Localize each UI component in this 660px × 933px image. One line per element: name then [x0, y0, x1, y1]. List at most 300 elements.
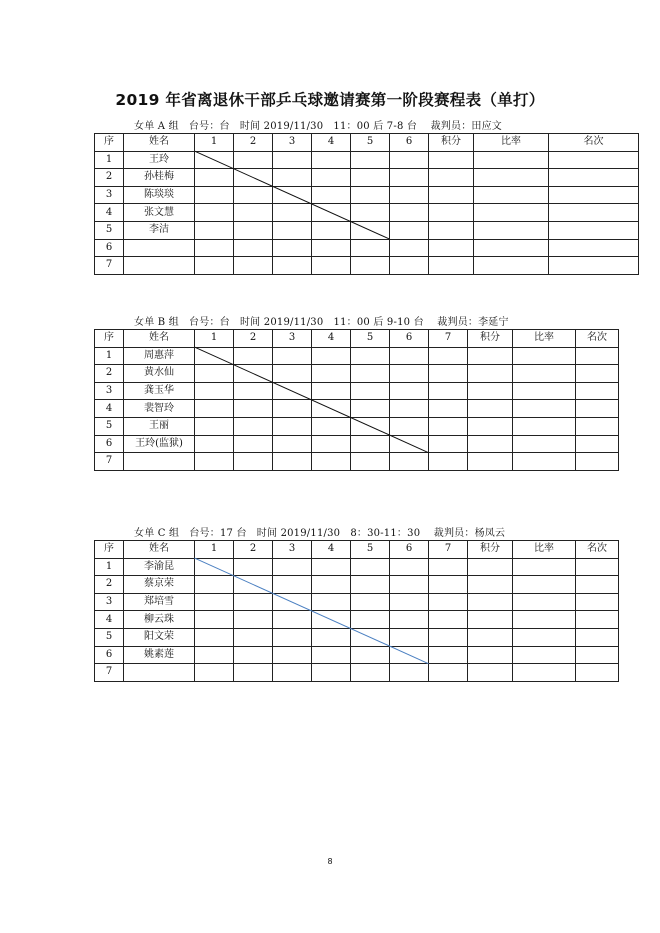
result-cell: [429, 611, 468, 629]
result-cell: [351, 365, 390, 383]
result-cell: [576, 576, 619, 594]
result-cell: [195, 221, 234, 239]
player-name: 孙桂梅: [124, 169, 195, 187]
result-cell: [312, 347, 351, 365]
header-row: [95, 541, 619, 559]
result-cell: [273, 347, 312, 365]
result-cell: [234, 347, 273, 365]
result-cell: [576, 611, 619, 629]
row-number: 4: [95, 400, 124, 418]
table-row: [95, 221, 639, 239]
result-cell: [195, 169, 234, 187]
result-cell: [429, 628, 468, 646]
header-cell: 4: [312, 541, 351, 559]
table-row: [95, 593, 619, 611]
player-name: 李洁: [124, 221, 195, 239]
result-cell: [273, 417, 312, 435]
result-cell: [351, 347, 390, 365]
player-name: 黄水仙: [124, 365, 195, 383]
result-cell: [429, 186, 474, 204]
table-row: [95, 417, 619, 435]
result-cell: [429, 558, 468, 576]
table-row: [95, 611, 619, 629]
group-a-table-wrap: [94, 133, 619, 275]
result-cell: [273, 435, 312, 453]
result-cell: [351, 400, 390, 418]
table-row: [95, 257, 639, 275]
result-cell: [351, 186, 390, 204]
result-cell: [234, 453, 273, 471]
result-cell: [429, 221, 474, 239]
result-cell: [195, 186, 234, 204]
row-number: 3: [95, 186, 124, 204]
table-row: [95, 400, 619, 418]
player-name: [124, 257, 195, 275]
result-cell: [195, 417, 234, 435]
header-cell: 序: [95, 330, 124, 348]
header-cell: 比率: [513, 330, 576, 348]
result-cell: [273, 558, 312, 576]
result-cell: [351, 382, 390, 400]
result-cell: [576, 593, 619, 611]
result-cell: [468, 382, 513, 400]
result-cell: [468, 593, 513, 611]
result-cell: [195, 628, 234, 646]
result-cell: [234, 435, 273, 453]
result-cell: [273, 186, 312, 204]
player-name: [124, 664, 195, 682]
header-cell: 姓名: [124, 541, 195, 559]
result-cell: [390, 204, 429, 222]
result-cell: [474, 204, 549, 222]
result-cell: [468, 628, 513, 646]
result-cell: [312, 382, 351, 400]
result-cell: [195, 646, 234, 664]
row-number: 3: [95, 593, 124, 611]
result-cell: [273, 664, 312, 682]
result-cell: [195, 558, 234, 576]
result-cell: [273, 169, 312, 187]
result-cell: [429, 435, 468, 453]
result-cell: [513, 347, 576, 365]
player-name: 阳文荣: [124, 628, 195, 646]
result-cell: [273, 204, 312, 222]
result-cell: [195, 239, 234, 257]
result-cell: [513, 558, 576, 576]
header-cell: 3: [273, 134, 312, 152]
result-cell: [474, 151, 549, 169]
row-number: 2: [95, 365, 124, 383]
result-cell: [390, 558, 429, 576]
row-number: 7: [95, 664, 124, 682]
row-number: 5: [95, 221, 124, 239]
result-cell: [468, 347, 513, 365]
result-cell: [312, 400, 351, 418]
result-cell: [195, 151, 234, 169]
player-name: 周惠萍: [124, 347, 195, 365]
result-cell: [468, 400, 513, 418]
result-cell: [576, 558, 619, 576]
group-c-caption: 女单 C 组 台号：17 台 时间 2019/11/30 8：30-11：30 裁判员：杨凤云: [134, 528, 506, 539]
header-cell: 积分: [429, 134, 474, 152]
result-cell: [474, 239, 549, 257]
result-cell: [195, 400, 234, 418]
group-c-schedule-table: [94, 540, 619, 682]
result-cell: [351, 169, 390, 187]
result-cell: [390, 435, 429, 453]
result-cell: [513, 382, 576, 400]
result-cell: [390, 186, 429, 204]
result-cell: [468, 576, 513, 594]
row-number: 1: [95, 558, 124, 576]
header-cell: 6: [390, 330, 429, 348]
result-cell: [351, 558, 390, 576]
table-row: [95, 186, 639, 204]
result-cell: [390, 239, 429, 257]
result-cell: [513, 576, 576, 594]
header-cell: 1: [195, 330, 234, 348]
player-name: 柳云珠: [124, 611, 195, 629]
result-cell: [429, 151, 474, 169]
header-cell: 7: [429, 330, 468, 348]
result-cell: [429, 576, 468, 594]
result-cell: [474, 169, 549, 187]
result-cell: [429, 347, 468, 365]
header-cell: 序: [95, 541, 124, 559]
row-number: 6: [95, 239, 124, 257]
result-cell: [234, 382, 273, 400]
group-b-caption: 女单 B 组 台号：台 时间 2019/11/30 11：00 后 9-10 台 裁判员：李延宁: [134, 317, 509, 328]
result-cell: [468, 365, 513, 383]
result-cell: [312, 365, 351, 383]
result-cell: [429, 453, 468, 471]
result-cell: [474, 257, 549, 275]
player-name: 裴智玲: [124, 400, 195, 418]
result-cell: [390, 400, 429, 418]
result-cell: [576, 382, 619, 400]
row-number: 7: [95, 257, 124, 275]
row-number: 5: [95, 417, 124, 435]
group-a-caption: 女单 A 组 台号：台 时间 2019/11/30 11：00 后 7-8 台 裁判员：田应文: [134, 121, 503, 132]
result-cell: [351, 239, 390, 257]
header-row: [95, 134, 639, 152]
result-cell: [576, 365, 619, 383]
result-cell: [351, 593, 390, 611]
result-cell: [513, 593, 576, 611]
result-cell: [234, 611, 273, 629]
result-cell: [390, 628, 429, 646]
header-cell: 5: [351, 134, 390, 152]
result-cell: [312, 239, 351, 257]
result-cell: [390, 169, 429, 187]
player-name: [124, 239, 195, 257]
header-cell: 序: [95, 134, 124, 152]
result-cell: [351, 221, 390, 239]
result-cell: [273, 400, 312, 418]
result-cell: [312, 204, 351, 222]
result-cell: [234, 239, 273, 257]
result-cell: [273, 382, 312, 400]
result-cell: [390, 417, 429, 435]
row-number: 2: [95, 169, 124, 187]
result-cell: [312, 169, 351, 187]
header-cell: 3: [273, 541, 312, 559]
result-cell: [429, 239, 474, 257]
result-cell: [234, 221, 273, 239]
result-cell: [351, 435, 390, 453]
result-cell: [195, 382, 234, 400]
group-b-table-wrap: [94, 329, 619, 471]
header-cell: 积分: [468, 541, 513, 559]
table-row: [95, 576, 619, 594]
result-cell: [429, 204, 474, 222]
player-name: 李渝昆: [124, 558, 195, 576]
result-cell: [195, 365, 234, 383]
result-cell: [273, 151, 312, 169]
group-b-schedule-table: [94, 329, 619, 471]
header-cell: 名次: [549, 134, 639, 152]
player-name: [124, 453, 195, 471]
table-row: [95, 365, 619, 383]
result-cell: [312, 435, 351, 453]
result-cell: [234, 169, 273, 187]
result-cell: [195, 611, 234, 629]
result-cell: [390, 365, 429, 383]
result-cell: [312, 664, 351, 682]
header-cell: 名次: [576, 541, 619, 559]
result-cell: [273, 576, 312, 594]
result-cell: [351, 151, 390, 169]
result-cell: [468, 611, 513, 629]
result-cell: [195, 257, 234, 275]
result-cell: [195, 453, 234, 471]
result-cell: [234, 558, 273, 576]
result-cell: [351, 204, 390, 222]
result-cell: [351, 646, 390, 664]
result-cell: [273, 239, 312, 257]
result-cell: [429, 400, 468, 418]
table-row: [95, 453, 619, 471]
row-number: 4: [95, 204, 124, 222]
result-cell: [576, 646, 619, 664]
result-cell: [312, 151, 351, 169]
result-cell: [195, 593, 234, 611]
result-cell: [273, 593, 312, 611]
result-cell: [195, 576, 234, 594]
result-cell: [312, 221, 351, 239]
table-row: [95, 664, 619, 682]
result-cell: [234, 257, 273, 275]
player-name: 王玲: [124, 151, 195, 169]
result-cell: [312, 611, 351, 629]
header-cell: 5: [351, 541, 390, 559]
result-cell: [429, 646, 468, 664]
header-cell: 比率: [474, 134, 549, 152]
player-name: 张文慧: [124, 204, 195, 222]
result-cell: [474, 221, 549, 239]
result-cell: [429, 169, 474, 187]
result-cell: [351, 257, 390, 275]
result-cell: [351, 628, 390, 646]
result-cell: [549, 221, 639, 239]
result-cell: [312, 186, 351, 204]
row-number: 6: [95, 646, 124, 664]
result-cell: [390, 257, 429, 275]
result-cell: [513, 611, 576, 629]
result-cell: [273, 257, 312, 275]
result-cell: [195, 664, 234, 682]
result-cell: [390, 221, 429, 239]
result-cell: [312, 453, 351, 471]
player-name: 王丽: [124, 417, 195, 435]
result-cell: [549, 257, 639, 275]
header-cell: 积分: [468, 330, 513, 348]
player-name: 蔡京荣: [124, 576, 195, 594]
result-cell: [312, 593, 351, 611]
result-cell: [576, 400, 619, 418]
result-cell: [351, 453, 390, 471]
group-a-schedule-table: [94, 133, 639, 275]
header-cell: 2: [234, 134, 273, 152]
row-number: 5: [95, 628, 124, 646]
result-cell: [234, 628, 273, 646]
result-cell: [234, 593, 273, 611]
result-cell: [273, 453, 312, 471]
table-row: [95, 151, 639, 169]
result-cell: [390, 593, 429, 611]
result-cell: [549, 204, 639, 222]
header-cell: 4: [312, 134, 351, 152]
result-cell: [273, 611, 312, 629]
result-cell: [468, 558, 513, 576]
result-cell: [576, 417, 619, 435]
result-cell: [195, 435, 234, 453]
result-cell: [429, 257, 474, 275]
header-row: [95, 330, 619, 348]
player-name: 姚素莲: [124, 646, 195, 664]
table-row: [95, 239, 639, 257]
table-row: [95, 646, 619, 664]
player-name: 陈琰琰: [124, 186, 195, 204]
result-cell: [513, 435, 576, 453]
header-cell: 1: [195, 541, 234, 559]
result-cell: [234, 186, 273, 204]
result-cell: [273, 221, 312, 239]
player-name: 郑培雪: [124, 593, 195, 611]
result-cell: [273, 365, 312, 383]
header-cell: 姓名: [124, 134, 195, 152]
result-cell: [390, 646, 429, 664]
result-cell: [234, 576, 273, 594]
result-cell: [468, 453, 513, 471]
player-name: 王玲(监狱): [124, 435, 195, 453]
result-cell: [468, 435, 513, 453]
result-cell: [513, 365, 576, 383]
result-cell: [390, 576, 429, 594]
result-cell: [429, 382, 468, 400]
result-cell: [312, 257, 351, 275]
result-cell: [513, 417, 576, 435]
result-cell: [390, 347, 429, 365]
row-number: 3: [95, 382, 124, 400]
result-cell: [234, 365, 273, 383]
result-cell: [195, 347, 234, 365]
result-cell: [351, 417, 390, 435]
result-cell: [234, 664, 273, 682]
table-row: [95, 382, 619, 400]
result-cell: [312, 628, 351, 646]
result-cell: [234, 417, 273, 435]
result-cell: [549, 151, 639, 169]
result-cell: [390, 151, 429, 169]
header-cell: 4: [312, 330, 351, 348]
header-cell: 2: [234, 330, 273, 348]
result-cell: [474, 186, 549, 204]
header-cell: 6: [390, 541, 429, 559]
result-cell: [390, 453, 429, 471]
result-cell: [576, 453, 619, 471]
header-cell: 姓名: [124, 330, 195, 348]
result-cell: [273, 646, 312, 664]
result-cell: [273, 628, 312, 646]
result-cell: [468, 664, 513, 682]
table-row: [95, 628, 619, 646]
row-number: 6: [95, 435, 124, 453]
header-cell: 5: [351, 330, 390, 348]
row-number: 1: [95, 151, 124, 169]
group-c-table-wrap: [94, 540, 619, 682]
row-number: 7: [95, 453, 124, 471]
result-cell: [576, 664, 619, 682]
table-row: [95, 347, 619, 365]
result-cell: [390, 664, 429, 682]
result-cell: [351, 611, 390, 629]
result-cell: [468, 646, 513, 664]
header-cell: 3: [273, 330, 312, 348]
header-cell: 比率: [513, 541, 576, 559]
result-cell: [576, 435, 619, 453]
table-row: [95, 435, 619, 453]
header-cell: 1: [195, 134, 234, 152]
result-cell: [234, 204, 273, 222]
result-cell: [429, 365, 468, 383]
result-cell: [312, 558, 351, 576]
result-cell: [513, 628, 576, 646]
result-cell: [429, 664, 468, 682]
table-row: [95, 204, 639, 222]
result-cell: [468, 417, 513, 435]
result-cell: [549, 186, 639, 204]
header-cell: 名次: [576, 330, 619, 348]
header-cell: 2: [234, 541, 273, 559]
player-name: 龚玉华: [124, 382, 195, 400]
table-row: [95, 169, 639, 187]
result-cell: [429, 417, 468, 435]
result-cell: [351, 664, 390, 682]
result-cell: [390, 611, 429, 629]
header-cell: 7: [429, 541, 468, 559]
page-title: 2019 年省离退休干部乒乓球邀请赛第一阶段赛程表（单打）: [115, 91, 545, 109]
result-cell: [513, 664, 576, 682]
result-cell: [513, 453, 576, 471]
result-cell: [234, 400, 273, 418]
result-cell: [576, 347, 619, 365]
result-cell: [513, 400, 576, 418]
result-cell: [549, 169, 639, 187]
row-number: 2: [95, 576, 124, 594]
header-cell: 6: [390, 134, 429, 152]
table-row: [95, 558, 619, 576]
